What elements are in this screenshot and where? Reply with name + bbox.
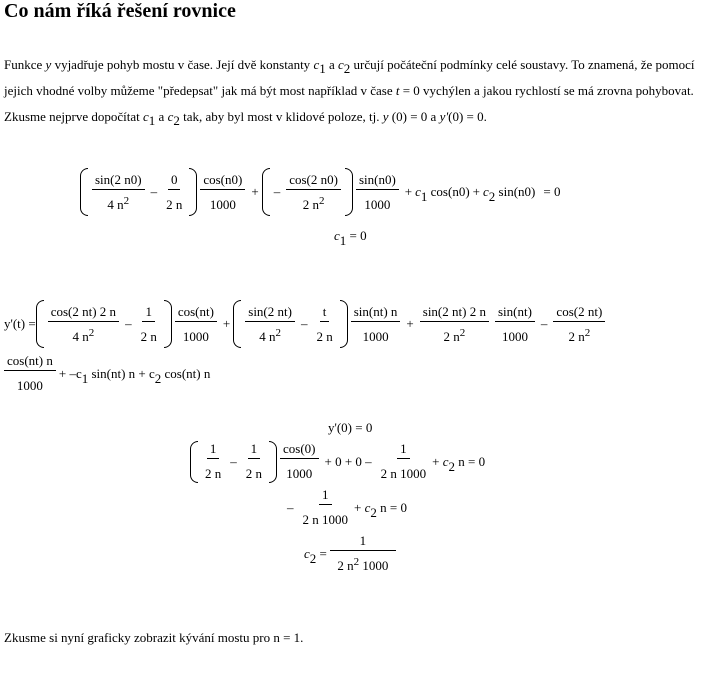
equation-c2-step2: – $\frac{1}{2 n 1000}$ + $c_2$ n = 0 [287, 487, 407, 527]
equation-yp-zero: y'(0) = 0 [328, 420, 373, 435]
equation-c2-result: $c_2$ = $\frac{1}{2 n^2 1000}$ [304, 532, 399, 575]
equation-c1-result: $c_1 = 0$ [334, 228, 367, 248]
equation-derivative: y'(t) = $\frac{\cos(2 nt) 2 n}{4 n^2}$ – $\frac{1}{2 n}$ $\frac{\cos(nt)}{1000}$ + $\frac{\sin(2 nt)}{4 n^2}$ – $\frac{t}{2 n}$ $\frac{\sin(nt) n}{1000}$ + $\frac{\sin(2 nt) 2 n}{2 n^2}$ $\frac{\sin(nt)}{1000}$ – $\frac{\cos(2 nt)}{2 n^2}$ [4, 300, 608, 348]
equation-initial-position: $\frac{\sin(2 n0)}{4 n^2}$ – $\frac{0}{2 n}$ $\frac{\cos(n0)}{1000}$ + – $\frac{\cos(2 n0)}{2 n^2}$ $\frac{\sin(n0)}{1000}$ + $c_1$ cos(n0) + $c_2$ sin(n0) = 0 [80, 168, 563, 216]
equation-c2-step1: $\frac{1}{2 n}$ – $\frac{1}{2 n}$ $\frac{\cos(0)}{1000}$ + 0 + 0 – $\frac{1}{2 n 1000}$ + $c_2$ n = 0 [190, 440, 485, 483]
intro-paragraph: Funkce y vyjadřuje pohyb mostu v čase. Její dvě konstanty $c_1$ a $c_2$ určují počáteční podmínky celé soustavy. To znamená, že pomocí jejich vhodné volby můžeme "předepsat" jak má být most například v čase t = 0 vychýlen a jakou rychlostí se má zrovna pohybovat. Zkusme nejprve dopočítat $c_1$ a $c_2$ tak, aby byl most v klidové poloze, tj. y (0) = 0 a y'(0) = 0. [4, 57, 695, 128]
equation-derivative-cont: $\frac{\cos(nt) n}{1000}$ + $-c_1$ sin(nt) $n + c_2$ cos(nt) n [4, 352, 210, 395]
page-title: Co nám říká řešení rovnice [4, 0, 236, 22]
outro-text: Zkusme si nyní graficky zobrazit kývání mostu pro n = 1. [4, 630, 304, 645]
